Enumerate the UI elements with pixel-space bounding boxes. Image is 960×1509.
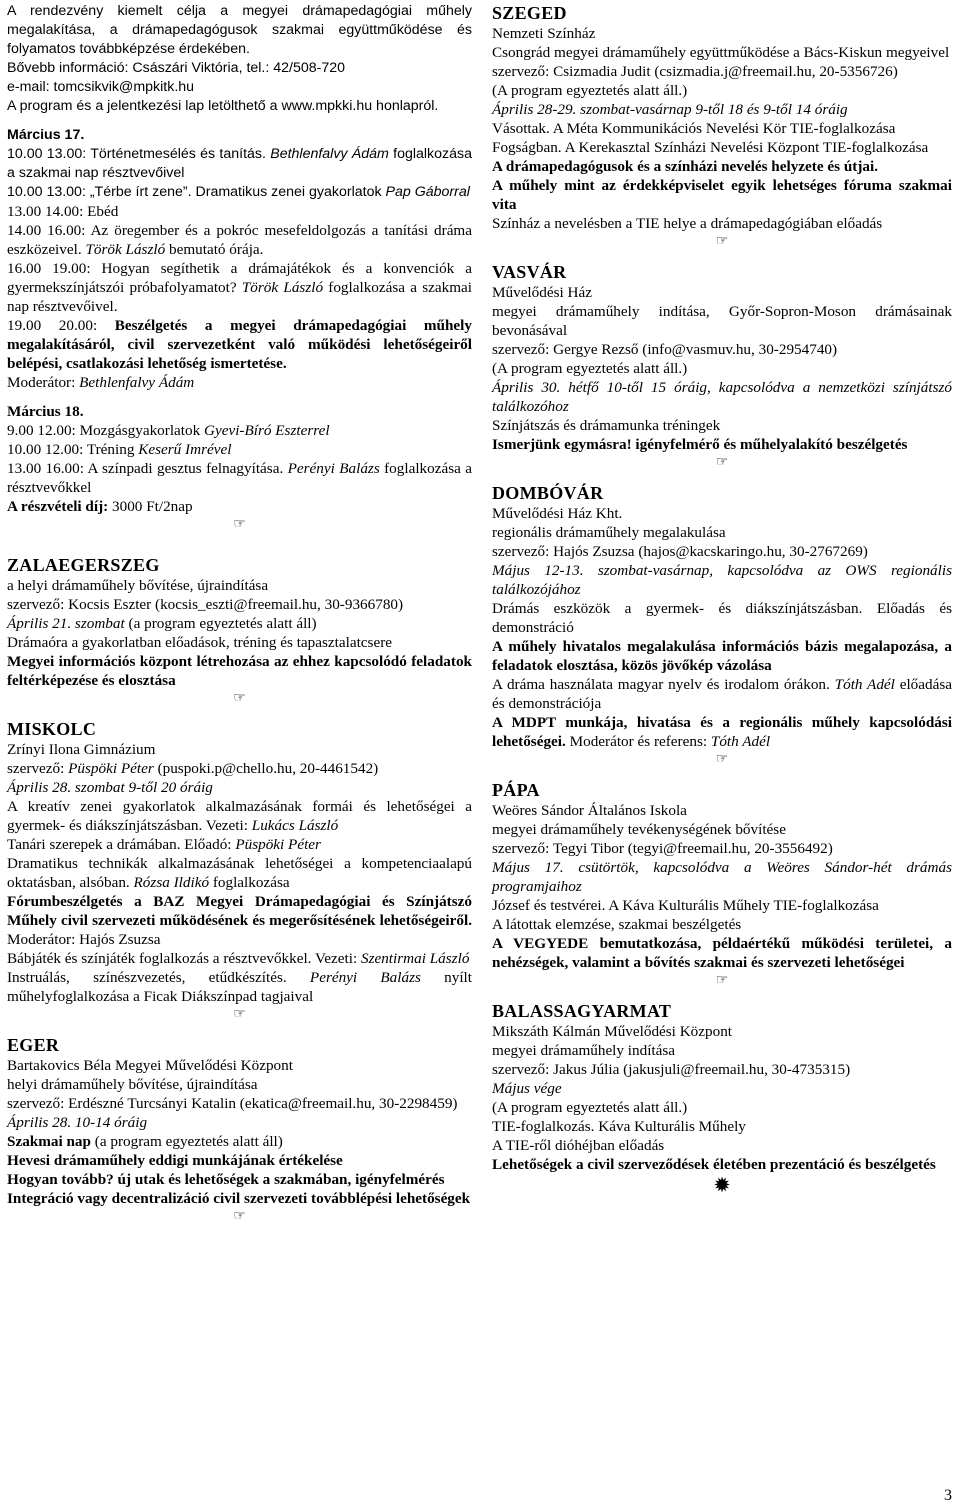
miskolc-line-6: Dramatikus technikák alkalmazásának lehetőségei a kompetenciaalapú oktatásban, alsóban. Rózsa Ildikó foglalkozása <box>7 855 472 891</box>
bgy-line-4: Május vége <box>492 1080 562 1097</box>
vasvar-line-5: Április 30. hétfő 10-től 15 óráig, kapcsolódva a nemzetközi színjátszó találkozóhoz <box>492 379 952 415</box>
end-mark-icon: ✹ <box>714 1175 730 1195</box>
bgy-line-6: TIE-foglalkozás. Káva Kulturális Műhely <box>492 1118 746 1135</box>
march17-moderator: Moderátor: Bethlenfalvy Ádám <box>7 374 195 391</box>
bgy-line-5: (A program egyeztetés alatt áll.) <box>492 1099 688 1116</box>
miskolc-line-8: Bábjáték és színjáték foglalkozás a résztvevőkkel. Vezeti: Szentirmai László <box>7 950 470 967</box>
bgy-line-7: A TIE-ről dióhéjban előadás <box>492 1137 665 1154</box>
eger-line-2: helyi drámaműhely bővítése, újraindítása <box>7 1076 258 1093</box>
page-number: 3 <box>944 1487 952 1504</box>
march17-item-6: 19.00 20.00: Beszélgetés a megyei drámapedagógiai műhely megalakításáról, civil szervezetként való működési lehetőségeiről belépési, csatlakozási lehetőség ismertetése. <box>7 317 472 372</box>
eger-title: EGER <box>7 1035 60 1055</box>
bgy-line-8: Lehetőségek a civil szerveződések életében prezentáció és beszélgetés <box>492 1156 936 1173</box>
eger-line-5: Szakmai nap (a program egyeztetés alatt áll) <box>7 1133 283 1150</box>
papa-line-5: József és testvérei. A Káva Kulturális Műhely TIE-foglalkozása <box>492 897 879 914</box>
szeged-line-2: Csongrád megyei drámaműhely együttműködése a Bács-Kiskun megyeivel <box>492 44 950 61</box>
szeged-line-1: Nemzeti Színház <box>492 25 596 42</box>
dombovar-line-8: A MDPT munkája, hivatása és a regionális műhely kapcsolódási lehetőségei. Moderátor és referens: Tóth Adél <box>492 714 952 750</box>
dombovar-line-3: szervező: Hajós Zsuzsa (hajos@kacskaringo.hu, 30-2767269) <box>492 543 868 560</box>
zalaegerszeg-title: ZALAEGERSZEG <box>7 555 160 575</box>
zala-line-5: Megyei információs központ létrehozása az ehhez kapcsolódó feladatok feltérképezése és elosztása <box>7 653 472 689</box>
dombovar-line-5: Drámás eszközök a gyermek- és diákszínjátszásban. Előadás és demonstráció <box>492 600 952 636</box>
bgy-line-3: szervező: Jakus Júlia (jakusjuli@freemail.hu, 30-4735315) <box>492 1061 851 1078</box>
zala-line-1: a helyi drámaműhely bővítése, újraindítása <box>7 577 269 594</box>
papa-line-4: Május 17. csütörtök, kapcsolódva a Weöres Sándor-hét drámás programjaihoz <box>492 859 952 895</box>
szeged-line-9: A műhely mint az érdekképviselet egyik lehetséges fóruma szakmai vita <box>492 177 952 213</box>
vasvar-line-2: megyei drámaműhely indítása, Győr-Sopron-Moson drámásainak bevonásával <box>492 303 952 339</box>
hand-pointing-icon: ☞ <box>233 691 246 706</box>
szeged-line-7: Fogságban. A Kerekasztal Színházi Nevelési Központ TIE-foglalkozása <box>492 139 929 156</box>
balassagyarmat-title: BALASSAGYARMAT <box>492 1001 672 1021</box>
papa-line-1: Weöres Sándor Általános Iskola <box>492 802 687 819</box>
march17-item-3: 13.00 14.00: Ebéd <box>7 203 119 220</box>
vasvar-line-7: Ismerjünk egymásra! igényfelmérő és műhelyalakító beszélgetés <box>492 436 908 453</box>
hand-pointing-icon: ☞ <box>233 1209 246 1224</box>
papa-line-2: megyei drámaműhely tevékenységének bővítése <box>492 821 786 838</box>
march17-item-2: 10.00 13.00: „Térbe írt zene”. Dramatikus zenei gyakorlatok Pap Gáborral <box>7 184 470 200</box>
miskolc-line-5: Tanári szerepek a drámában. Előadó: Püspöki Péter <box>7 836 321 853</box>
left-column <box>7 2 472 1226</box>
intro-info: Bővebb információ: Császári Viktória, tel.: 42/508-720 <box>7 60 346 76</box>
dombovar-title: DOMBÓVÁR <box>492 483 604 503</box>
march17-item-5: 16.00 19.00: Hogyan segíthetik a drámajátékok és a konvenciók a gyermekszínjátszói próbafolyamatot? Török László foglalkozása a szakmai nap résztvevőivel. <box>7 260 473 315</box>
vasvar-line-4: (A program egyeztetés alatt áll.) <box>492 360 688 377</box>
szeged-line-6: Vásottak. A Méta Kommunikációs Nevelési Kör TIE-foglalkozása <box>492 120 896 137</box>
march17-date: Március 17. <box>7 127 85 143</box>
eger-line-4: Április 28. 10-14 óráig <box>7 1114 148 1131</box>
march18-item-3: 13.00 16.00: A színpadi gesztus felnagyítása. Perényi Balázs foglalkozása a résztvevőkkel <box>7 460 472 496</box>
march18-date: Március 18. <box>7 403 84 420</box>
eger-line-3: szervező: Erdészné Turcsányi Katalin (ekatica@freemail.hu, 30-2298459) <box>7 1095 458 1112</box>
szeged-title: SZEGED <box>492 3 567 23</box>
right-column <box>492 2 952 1196</box>
march18-item-1: 9.00 12.00: Mozgásgyakorlatok Gyevi-Bíró Eszterrel <box>7 422 330 439</box>
hand-pointing-icon: ☞ <box>715 455 729 470</box>
zala-line-4: Drámaóra a gyakorlatban előadások, tréning és tapasztalatcsere <box>7 634 392 651</box>
dombovar-line-1: Művelődési Ház Kht. <box>492 505 623 522</box>
dombovar-line-4: Május 12-13. szombat-vasárnap, kapcsolódva az OWS regionális találkozójához <box>492 562 952 598</box>
szeged-line-10: Színház a nevelésben a TIE helye a drámapedagógiában előadás <box>492 215 883 232</box>
march17-item-4: 14.00 16.00: Az öregember és a pokróc mesefeldolgozás a tanítási dráma eszközeivel. Török László bemutató órája. <box>7 222 472 258</box>
vasvar-line-3: szervező: Gergye Rezső (info@vasmuv.hu, 30-2954740) <box>492 341 838 358</box>
intro-goal: A rendezvény kiemelt célja a megyei drámapedagógiai műhely megalakítása, a drámapedagógusok szakmai együttműködése és folyamatos továbbképzése érdekében. <box>7 3 472 57</box>
papa-line-6: A látottak elemzése, szakmai beszélgetés <box>492 916 742 933</box>
vasvar-line-6: Színjátszás és drámamunka tréningek <box>492 417 721 434</box>
eger-line-8: Integráció vagy decentralizáció civil szervezeti továbblépési lehetőségek <box>7 1190 471 1207</box>
intro-download: A program és a jelentkezési lap letölthető a www.mpkki.hu honlapról. <box>7 98 439 114</box>
eger-line-1: Bartakovics Béla Megyei Művelődési Központ <box>7 1057 293 1074</box>
intro-email: e-mail: tomcsikvik@mpkitk.hu <box>7 79 195 95</box>
vasvar-line-1: Művelődési Ház <box>492 284 592 301</box>
hand-pointing-icon: ☞ <box>715 752 729 767</box>
miskolc-line-3: Április 28. szombat 9-től 20 óráig <box>7 779 213 796</box>
hand-pointing-icon: ☞ <box>233 1007 246 1022</box>
papa-line-7: A VEGYEDE bemutatkozása, példaértékű működési területei, a nehézségek, valamint a bővítés szakmai és szervezeti lehetőségei <box>492 935 952 971</box>
bgy-line-2: megyei drámaműhely indítása <box>492 1042 676 1059</box>
miskolc-line-1: Zrínyi Ilona Gimnázium <box>7 741 156 758</box>
march18-item-2: 10.00 12.00: Tréning Keserű Imrével <box>7 441 232 458</box>
dombovar-line-7: A dráma használata magyar nyelv és irodalom órákon. Tóth Adél előadása és demonstrációja <box>492 676 952 712</box>
miskolc-line-2: szervező: Püspöki Péter (puspoki.p@chello.hu, 20-4461542) <box>7 760 379 777</box>
papa-line-3: szervező: Tegyi Tibor (tegyi@freemail.hu, 20-3556492) <box>492 840 833 857</box>
papa-title: PÁPA <box>492 780 540 800</box>
szeged-line-3: szervező: Csizmadia Judit (csizmadia.j@freemail.hu, 20-5356726) <box>492 63 898 80</box>
szeged-line-4: (A program egyeztetés alatt áll.) <box>492 82 688 99</box>
vasvar-title: VASVÁR <box>492 262 567 282</box>
dombovar-line-6: A műhely hivatalos megalakulása információs bázis megalapozása, a feladatok elosztása, közös jövőkép vázolása <box>492 638 952 674</box>
miskolc-line-4: A kreatív zenei gyakorlatok alkalmazásának formái és lehetőségei a gyermek- és diákszínjátszásban. Vezeti: Lukács László <box>7 798 472 834</box>
dombovar-line-2: regionális drámaműhely megalakulása <box>492 524 726 541</box>
eger-line-6: Hevesi drámaműhely eddigi munkájának értékelése <box>7 1152 343 1169</box>
miskolc-title: MISKOLC <box>7 719 97 739</box>
miskolc-line-9: Instruálás, színészvezetés, etűdkészítés. Perényi Balázs nyílt műhelyfoglalkozása a Ficak Diákszínpad tagjaival <box>7 969 472 1005</box>
hand-pointing-icon: ☞ <box>715 234 729 249</box>
szeged-line-5: Április 28-29. szombat-vasárnap 9-től 18 és 9-től 14 óráig <box>492 101 848 118</box>
szeged-line-8: A drámapedagógusok és a színházi nevelés helyzete és útjai. <box>492 158 878 175</box>
zala-line-2: szervező: Kocsis Eszter (kocsis_eszti@freemail.hu, 30-9366780) <box>7 596 404 613</box>
hand-pointing-icon: ☞ <box>715 973 729 988</box>
zala-line-3: Április 21. szombat (a program egyeztetés alatt áll) <box>7 615 317 632</box>
fee: A részvételi díj: 3000 Ft/2nap <box>7 498 193 515</box>
eger-line-7: Hogyan tovább? új utak és lehetőségek a szakmában, igényfelmérés <box>7 1171 445 1188</box>
march17-item-1: 10.00 13.00: Történetmesélés és tanítás. Bethlenfalvy Ádám foglalkozása a szakmai nap résztvevőivel <box>7 146 472 181</box>
bgy-line-1: Mikszáth Kálmán Művelődési Központ <box>492 1023 733 1040</box>
miskolc-line-7: Fórumbeszélgetés a BAZ Megyei Drámapedagógiai és Színjátszó Műhely civil szervezeti működésének és megerősítésének lehetőségeiről. Moderátor: Hajós Zsuzsa <box>7 893 472 948</box>
hand-pointing-icon: ☞ <box>233 517 246 532</box>
